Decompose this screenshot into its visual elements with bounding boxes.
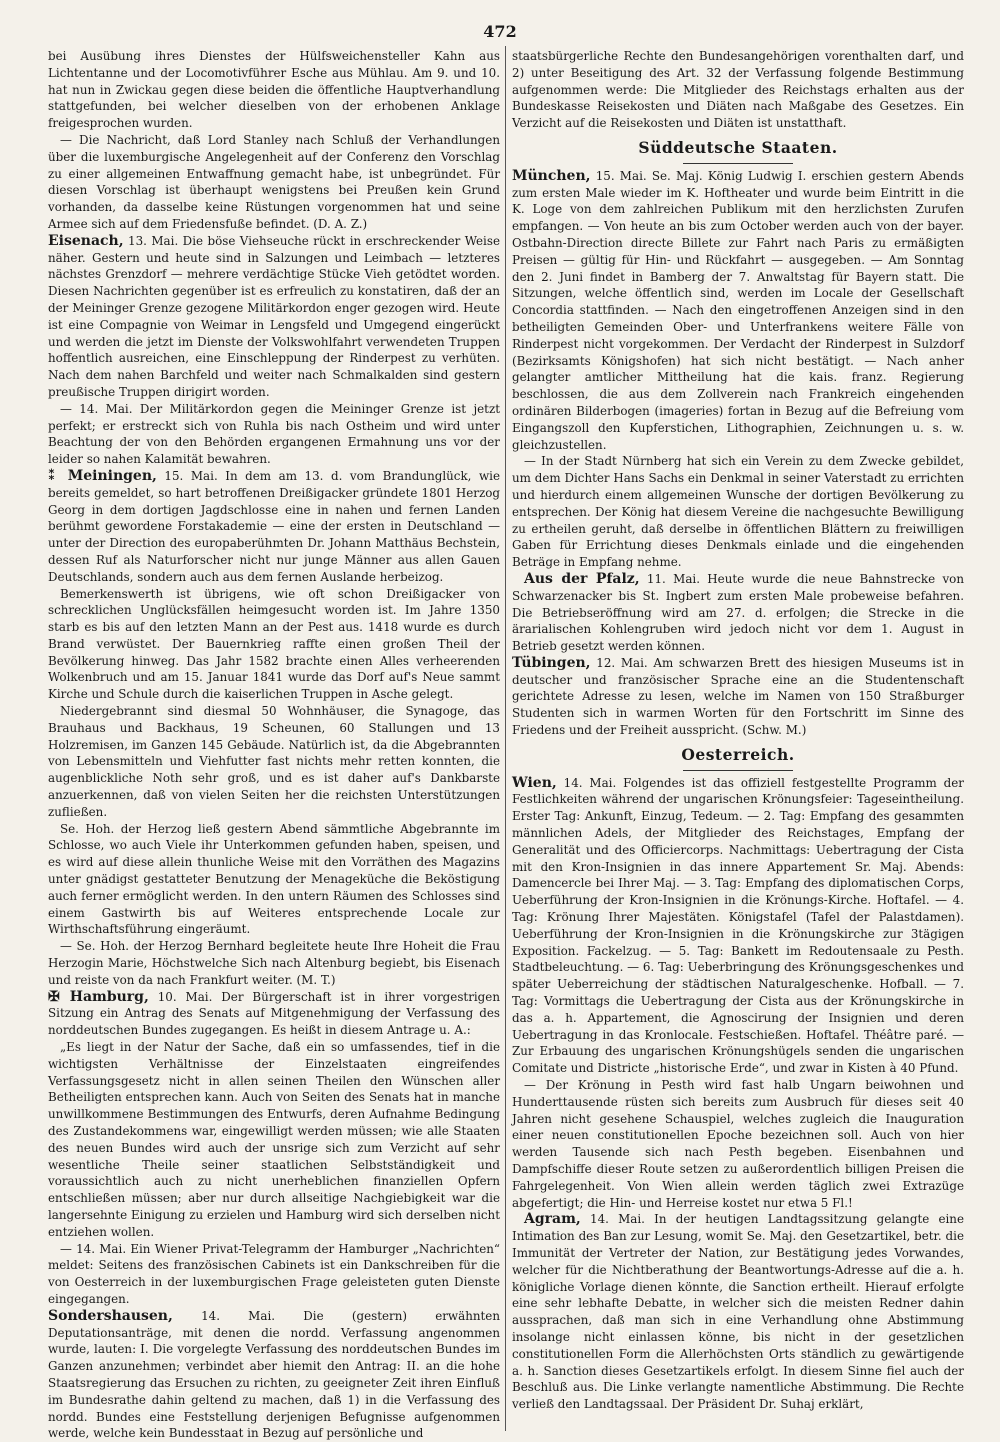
dateline-place: Sondershausen, [48,1307,173,1324]
dateline-place: Tübingen, [512,654,591,671]
section-rule [683,163,793,164]
paragraph-text: 14. Mai. Folgendes ist das offiziell festgestellte Programm der Festlichkeiten während der ungarischen Krönungsfeier: Tageseintheilung. Erster Tag: Ankunft, Einzug, Tedeum. — 2. Tag: Empfang des gesammten männlichen Adels, der Mitglieder des Reichstages, Empfang der Generalität und des Officiercorps. Nachmittags: Uebertragung der Cista mit den Kron-Insignien in das innere Appartement Sr. Maj. Abends: Damencercle bei Ihrer Maj. — 3. Tag: Empfang des diplomatischen Corps, Ueberführung der Kron-Insignien in die Krönungs-Kirche. Hoftafel. — 4. Tag: Krönung Ihrer Majestäten. Königstafel (Tafel der Palastdamen). Ueberführung der Kron-Insignien in die Krönungskirche zur 3tägigen Exposition. Fackelzug. — 5. Tag: Bankett im Redoutensaale zu Pesth. Stadtbeleuchtung. — 6. Tag: Ueberbringung des Krönungsgeschenkes und später Ueberreichung der städtischen Naturalgeschenke. Hofball. — 7. Tag: Vormittags die Uebertragung der Cista aus der Krönungskirche in das a. h. Appartement, die Agnoscirung der Insignien und deren Uebertragung in das Kronlocale. Festschießen. Hoftafel. Théâtre paré. — Zur Erbauung des ungarischen Krönungshügels senden die ungarischen Comitate und Districte „historische Erde“, und zwar in Kisten à 40 Pfund. [512,775,964,1076]
article-paragraph [48,821,500,939]
section-heading-austria: Oesterreich. [681,744,795,764]
article-paragraph [48,401,500,468]
article-paragraph [48,1039,500,1241]
paragraph-text: 14. Mai. In der heutigen Landtagssitzung gelangte eine Intimation des Ban zur Lesung, womit Se. Maj. den Gesetzartikel, betr. die Immunität der Vertreter der Nation, zur Bestätigung jedes Vorwandes, welcher für die Nichtberathung der Beantwortungs-Adresse auf die a. h. königliche Vorlage dienen könnte, die Sanction ertheilt. Hierauf erfolgte eine sehr lebhafte Debatte, in welcher sich die meisten Redner dahin aussprachen, daß man sich in eine Verhandlung ohne Abstimmung insolange nicht einlassen könne, bis nicht in der gesetzlichen constitutionellen Form die Allerhöchsten Orts ständlich zu gewärtigende a. h. Sanction dieses Gesetzartikels erfolgt. In diesem Sinne fiel auch der Beschluß aus. Die Linke verlangte namentliche Abstimmung. Die Rechte verließ den Landtagssaal. Der Präsident Dr. Suhaj erklärt, [512,1212,964,1412]
paragraph-text: — 14. Mai. Der Militärkordon gegen die Meininger Grenze ist jetzt perfekt; er erstreckt sich von Ruhla bis nach Ostheim und wird unter Beachtung der von den Behörden ergangenen Ermahnung uns vor der leider so nahen Kalamität bewahren. [48,401,500,467]
paragraph-text: 12. Mai. Am schwarzen Brett des hiesigen Museums ist in deutscher und französischer Sprache eine an die Studentenschaft gerichtete Adresse zu lesen, welche im Namen von 150 Straßburger Studenten sich in warmen Worten für den Fortschritt im Sinne des Friedens und der Freiheit ausspricht. (Schw. M.) [512,655,964,738]
paragraph-text: 13. Mai. Die böse Viehseuche rückt in erschreckender Weise näher. Gestern und heute sind in Salzungen und Leimbach — letzteres nächstes Grenzdorf — mehrere verdächtige Stücke Vieh getödtet worden. Diesen Nachrichten gegenüber ist es erfreulich zu konstatiren, daß der an der Meininger Grenze gezogene Militärkordon enger gezogen wird. Heute ist eine Compagnie von Weimar in Lengsfeld und Umgegend eingerückt und werden die jetzt im Dienste der Volkswohlfahrt verwendeten Truppen hoffentlich ausreichen, eine Einschleppung der Rinderpest zu verhüten. Nach dem nahen Barchfeld und weiter nach Schmalkalden sind gestern preußische Truppen dirigirt worden. [48,233,500,399]
paragraph-text: Se. Hoh. der Herzog ließ gestern Abend sämmtliche Abgebrannte im Schlosse, wo auch Viele ihr Unterkommen gefunden haben, speisen, und es wird auf diese allein thunliche Weise mit den Vorräthen des Magazins unter gnädigst gestatteter Benutzung der Menageküche die Beköstigung auch ferner ermöglicht werden. In den untern Räumen des Schlosses sind einem Gastwirth bis auf Weiteres entsprechende Locale zur Wirthschaftsführung eingeräumt. [48,821,500,937]
right-column-continuation [512,48,964,132]
article-paragraph [48,132,500,233]
paragraph-text: 15. Mai. Se. Maj. König Ludwig I. erschien gestern Abends zum ersten Male wieder im K. Hoftheater und wurde beim Eintritt in die K. Loge von dem zahlreichen Publikum mit den herzlichsten Zurufen empfangen. — Von heute an bis zum October werden auch von der bayer. Ostbahn-Direction directe Billete zur Fahrt nach Paris zu ermäßigten Preisen — gültig für Hin- und Rückfahrt — ausgegeben. — Am Sonntag den 2. Juni findet in Bamberg der 7. Anwaltstag für Bayern statt. Die Sitzungen, welche öffentlich sind, werden im Locale der Gesellschaft Concordia stattfinden. — Nach den eingetroffenen Anzeigen sind in den betheiligten Gemeinden Ober- und Unterfrankens weitere Fälle von Rinderpest nicht vorgekommen. Der Verdacht der Rinderpest in Sulzdorf (Bezirksamts Königshofen) hat sich nicht bestätigt. — Nach anher gelangter amtlicher Mittheilung hat die kais. franz. Regierung beschlossen, die aus dem Zollverein nach Frankreich eingehenden ordinären Bilderbogen (imageries) fortan in Bezug auf die Befreiung vom Eingangszoll den Kupferstichen, Lithographien, Zeichnungen u. s. w. gleichzustellen. [512,168,964,452]
page-number: 472 [483,22,517,41]
dateline-place: Wien, [512,774,557,791]
section-rule [683,770,793,771]
left-column [48,48,500,1441]
paragraph-text: 15. Mai. In dem am 13. d. vom Brandunglück, wie bereits gemeldet, so hart betroffenen Dreißigacker gründete 1801 Herzog Georg in dem dortigen Jagdschlosse eine in nahen und fernen Landen berühmt gewordene Forstakademie — eine der ersten in Deutschland — unter der Direction des europaberühmten Dr. Johann Matthäus Bechstein, dessen Ruf als Naturforscher nicht nur junge Männer aus allen Gauen Deutschlands, sondern auch aus dem fernen Auslande herbeizog. [48,468,500,584]
paragraph-text: bei Ausübung ihres Dienstes der Hülfsweichensteller Kahn aus Lichtentanne und der Locomotivführer Esche aus Mühlau. Am 9. und 10. hat nun in Zwickau gegen diese beiden die öffentliche Hauptverhandlung stattgefunden, bei welcher dieselben von der erhobenen Anklage freigesprochen wurden. [48,49,500,131]
article-paragraph [48,586,500,704]
dateline-place: Aus der Pfalz, [524,570,640,587]
paragraph-text: — Der Krönung in Pesth wird fast halb Ungarn beiwohnen und Hunderttausende rüsten sich bereits zum Ausbruch für dieses seit 40 Jahren nicht gesehene Schauspiel, welches zugleich die Inauguration einer neuen constitutionellen Epoche bezeichnen soll. Auch von hier werden Tausende sich nach Pesth begeben. Eisenbahnen und Dampfschiffe dieser Route setzen zu außerordentlich billigen Preisen die Fahrgelegenheit. Von Wien allein werden täglich zwei Extrazüge abgefertigt; die Hin- und Herreise kostet nur etwa 5 Fl.! [512,1078,964,1210]
paragraph-text: 14. Mai. Die (gestern) erwähnten Deputationsanträge, mit denen die nordd. Verfassung angenommen wurde, lauten: I. Die vorgelegte Verfassung des norddeutschen Bundes im Ganzen anzunehmen; verbindet aber hiemit den Antrag: II. an die hohe Staatsregierung das Ersuchen zu richten, zu geeigneter Zeit ihren Einfluß im Bundesrathe dahin geltend zu machen, daß 1) in die Verfassung des nordd. Bundes eine Feststellung derjenigen Befugnisse aufgenommen werde, welche kein Bundesstaat in Bezug auf persönliche und [48,1308,500,1441]
article-paragraph [512,1077,964,1211]
section-heading-south-german-states: Süddeutsche Staaten. [638,137,838,157]
paragraph-text: Bemerkenswerth ist übrigens, wie oft schon Dreißigacker von schrecklichen Unglücksfällen heimgesucht worden ist. Im Jahre 1350 starb es bis auf den letzten Mann an der Pest aus. 1418 wurde es durch Brand verwüstet. Der Bauernkrieg raffte einen großen Theil der Bevölkerung hinweg. Das Jahr 1582 brachte einen Alles verheerenden Wolkenbruch und am 15. Januar 1841 wurde das Dorf auf's Neue sammt Kirche und Schule durch die kaiserlichen Truppen in Asche gelegt. [48,586,500,702]
article-paragraph [48,1241,500,1308]
dateline-place: München, [512,167,591,184]
dateline-place: ⁑ Meiningen, [48,467,157,484]
article-paragraph [512,571,964,655]
paragraph-text: „Es liegt in der Natur der Sache, daß ein so umfassendes, tief in die wichtigsten Verhältnisse der Einzelstaaten eingreifendes Verfassungsgesetz nicht in allen seinen Theilen den Wünschen aller Betheiligten entsprechen kann. Auch von Seiten des Senats hat in manche unwillkommene Bestimmungen des Entwurfs, deren Aufnahme Bedingung des Zustandekommens war, eingewilligt werden müssen; wie alle Staaten des neuen Bundes wird auch der unsrige sich zum Verzicht auf sehr wesentliche Theile seiner staatlichen Selbstständigkeit und voraussichtlich auch zu nicht unerheblichen finanziellen Opfern entschließen müssen; aber nur durch allseitige Nachgiebigkeit war die langersehnte Einigung zu erzielen und Hamburg wird sich derselben nicht entziehen wollen. [48,1040,500,1239]
article-paragraph [48,938,500,988]
dateline-place: ✠ Hamburg, [48,988,149,1005]
article-paragraph [512,1211,964,1413]
paragraph-text: staatsbürgerliche Rechte den Bundesangehörigen vorenthalten darf, und 2) unter Beseitigung des Art. 32 der Verfassung folgende Bestimmung aufgenommen werde: Die Mitglieder des Reichstags erhalten aus der Bundeskasse Reisekosten und Diäten nach Maßgabe des Gesetzes. Ein Verzicht auf die Reisekosten und Diäten ist unstatthaft. [512,49,964,131]
austria-articles [512,775,964,1413]
paragraph-text: — Die Nachricht, daß Lord Stanley nach Schluß der Verhandlungen über die luxemburgische Angelegenheit auf der Conferenz den Vorschlag zu einer allgemeinen Entwaffnung gemacht habe, ist unbegründet. Für diesen Vorschlag ist überhaupt wenigstens bei Preußen kein Grund vorhanden, da dasselbe keine Rüstungen vorgenommen hat und seine Armee sich auf dem Friedensfuße befindet. (D. A. Z.) [48,132,500,231]
article-paragraph [48,989,500,1039]
article-paragraph [48,703,500,821]
paragraph-text: — 14. Mai. Ein Wiener Privat-Telegramm der Hamburger „Nachrichten“ meldet: Seitens des französischen Cabinets ist ein Dankschreiben für die von Oesterreich in der luxemburgischen Frage geleisteten guten Dienste eingegangen. [48,1241,500,1306]
article-paragraph [512,168,964,454]
article-paragraph [512,453,964,571]
paragraph-text: — Se. Hoh. der Herzog Bernhard begleitete heute Ihre Hoheit die Frau Herzogin Marie, Höchstwelche Sich nach Altenburg begiebt, bis Eisenach und reiste von da nach Frankfurt weiter. (M. T.) [48,939,500,987]
article-paragraph [512,775,964,1077]
article-paragraph [48,48,500,132]
article-paragraph [48,1308,500,1442]
right-column [512,48,964,1430]
article-paragraph [48,468,500,586]
article-paragraph [48,233,500,401]
dateline-place: Agram, [524,1211,581,1228]
column-divider [505,46,506,1431]
paragraph-text: 11. Mai. Heute wurde die neue Bahnstrecke von Schwarzenacker bis St. Ingbert zum ersten Male probeweise befahren. Die Betriebseröffnung wird am 27. d. erfolgen; die Strecke in die ärarialischen Kohlengruben wird jedoch nicht vor dem 1. August in Betrieb gesetzt werden können. [512,571,964,654]
dateline-place: Eisenach, [48,232,124,249]
paragraph-text: 10. Mai. Der Bürgerschaft ist in ihrer vorgestrigen Sitzung ein Antrag des Senats auf Mitgenehmigung der Verfassung des norddeutschen Bundes zugegangen. Es heißt in diesem Antrage u. A.: [48,989,500,1038]
south-german-articles [512,168,964,739]
paragraph-text: — In der Stadt Nürnberg hat sich ein Verein zu dem Zwecke gebildet, um dem Dichter Hans Sachs ein Denkmal in seiner Vaterstadt zu errichten und hierdurch einem allgemeinen Wunsche der dortigen Bevölkerung zu entsprechen. Der König hat diesem Vereine die nachgesuchte Bewilligung zu ertheilen geruht, daß derselbe in öffentlichen Blättern zu freiwilligen Gaben für Errichtung dieses Denkmals einlade und die eingehenden Beträge in Empfang nehme. [512,454,964,570]
paragraph-text: Niedergebrannt sind diesmal 50 Wohnhäuser, die Synagoge, das Brauhaus und Backhaus, 19 Scheunen, 60 Stallungen und 13 Holzremisen, im Ganzen 145 Gebäude. Natürlich ist, da die Abgebrannten von Lebensmitteln und Viehfutter fast nichts mehr retten konnten, die augenblickliche Noth sehr groß, und es ist daher auf's Dankbarste anzuerkennen, daß von vielen Seiten her die reichsten Unterstützungen zufließen. [48,704,500,819]
article-paragraph [512,48,964,132]
article-paragraph [512,655,964,739]
